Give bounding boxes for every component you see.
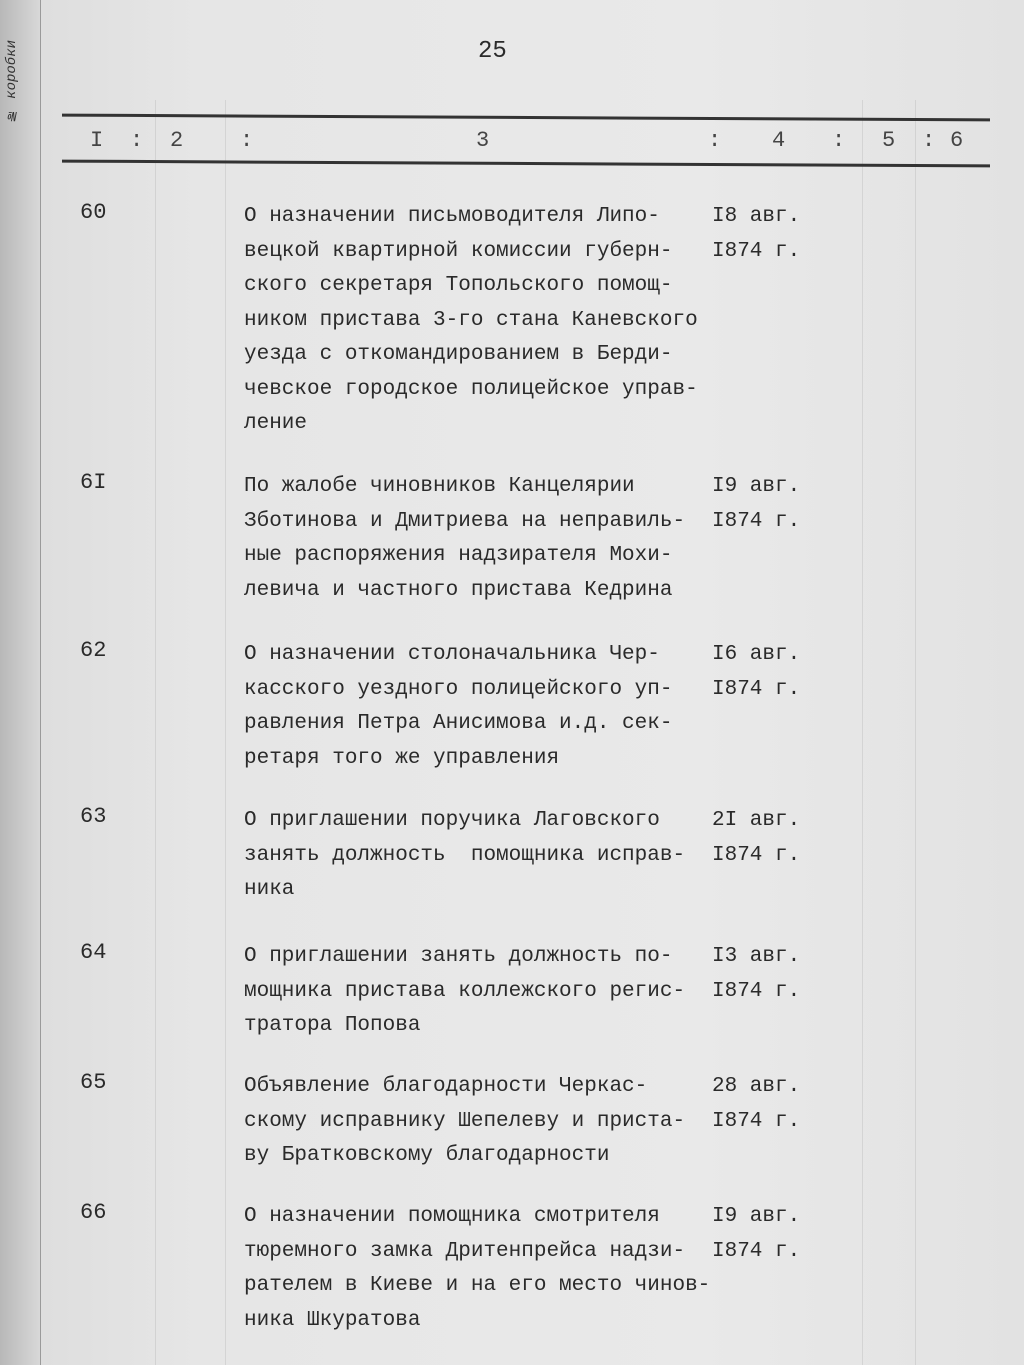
entry-date (712, 470, 800, 539)
date-line: 28 авг. (712, 1075, 801, 1098)
date-line: I874 г. (712, 1109, 801, 1133)
description-line: ление (244, 412, 308, 435)
column-divider (225, 100, 226, 1365)
description-line: О приглашении поручика Лаговского (244, 809, 660, 832)
header-sep: : (708, 128, 722, 153)
date-line: I874 г. (712, 677, 801, 701)
entry-description (244, 470, 685, 608)
column-divider (155, 100, 156, 1365)
column-divider (862, 100, 863, 1365)
date-line: I9 авг. (712, 1205, 801, 1228)
description-line: Зботинова и Дмитриева на неправиль- (244, 509, 686, 533)
entry-number: 6I (80, 470, 107, 495)
description-line: Объявление благодарности Черкас- (244, 1075, 648, 1098)
description-line: ву Братковскому благодарности (244, 1144, 610, 1167)
entry-date (712, 1070, 800, 1139)
date-line: I3 авг. (712, 945, 801, 968)
date-line: 2I авг. (712, 809, 801, 832)
entry-number: 64 (80, 940, 107, 965)
date-line: I874 г. (712, 843, 801, 867)
description-line: тратора Попова (244, 1014, 421, 1037)
description-line: ретаря того же управления (244, 746, 560, 770)
entry-date (712, 1200, 800, 1269)
header-sep: : (130, 128, 144, 153)
header-col-5: 5 (882, 128, 896, 153)
header-sep: : (240, 128, 254, 153)
description-line: мощника пристава коллежского регис- (244, 979, 686, 1003)
description-line: О приглашении занять должность по- (244, 945, 673, 968)
column-divider (915, 100, 916, 1365)
header-sep: : (832, 128, 846, 153)
description-line: рателем в Киеве и на его место чинов- (244, 1274, 711, 1297)
entry-number: 65 (80, 1070, 107, 1095)
description-line: ником пристава 3-го стана Каневского (244, 308, 698, 332)
entry-description (244, 1200, 710, 1338)
entry-number: 62 (80, 638, 107, 663)
date-line: I874 г. (712, 509, 801, 533)
description-line: занять должность помощника исправ- (244, 843, 686, 867)
entry-description (244, 804, 685, 908)
description-line: вецкой квартирной комиссии губерн- (244, 239, 673, 263)
description-line: ника Шкуратова (244, 1308, 421, 1332)
entry-description (244, 940, 685, 1044)
description-line: равления Петра Анисимова и.д. сек- (244, 712, 673, 735)
description-line: тюремного замка Дритенпрейса надзи- (244, 1239, 686, 1263)
header-col-4: 4 (772, 128, 786, 153)
header-col-3: 3 (476, 128, 490, 153)
description-line: О назначении помощника смотрителя (244, 1205, 660, 1228)
description-line: ника (244, 878, 295, 901)
entry-number: 63 (80, 804, 107, 829)
description-line: По жалобе чиновников Канцелярии (244, 475, 635, 498)
date-line: I874 г. (712, 239, 801, 263)
description-line: касского уездного полицейского уп- (244, 677, 673, 701)
header-sep: : (922, 128, 936, 153)
description-line: скому исправнику Шепелеву и приста- (244, 1109, 686, 1133)
description-line: уезда с откомандированием в Берди- (244, 343, 673, 366)
entry-description (244, 1070, 685, 1174)
entry-date (712, 804, 800, 873)
page-number: 25 (478, 38, 507, 65)
description-line: ные распоряжения надзирателя Мохи- (244, 544, 673, 567)
header-col-1: I (90, 128, 104, 153)
header-col-6: 6 (950, 128, 964, 153)
entry-description (244, 638, 672, 776)
entry-date (712, 200, 800, 269)
description-line: левича и частного пристава Кедрина (244, 578, 673, 602)
entry-date (712, 940, 800, 1009)
description-line: ского секретаря Топольского помощ- (244, 274, 673, 297)
description-line: О назначении столоначальника Чер- (244, 643, 660, 666)
binding-edge (0, 0, 41, 1365)
date-line: I874 г. (712, 1239, 801, 1263)
date-line: I874 г. (712, 979, 801, 1003)
entry-description (244, 200, 698, 442)
entry-number: 60 (80, 200, 107, 225)
entry-date (712, 638, 800, 707)
description-line: О назначении письмоводителя Липо- (244, 205, 660, 228)
header-top-rule (62, 114, 990, 122)
date-line: I9 авг. (712, 475, 801, 498)
date-line: I6 авг. (712, 643, 801, 666)
header-col-2: 2 (170, 128, 184, 153)
box-number-label: № коробки (4, 40, 20, 124)
date-line: I8 авг. (712, 205, 801, 228)
header-bottom-rule (62, 160, 990, 168)
description-line: чевское городское полицейское управ- (244, 377, 698, 401)
entry-number: 66 (80, 1200, 107, 1225)
